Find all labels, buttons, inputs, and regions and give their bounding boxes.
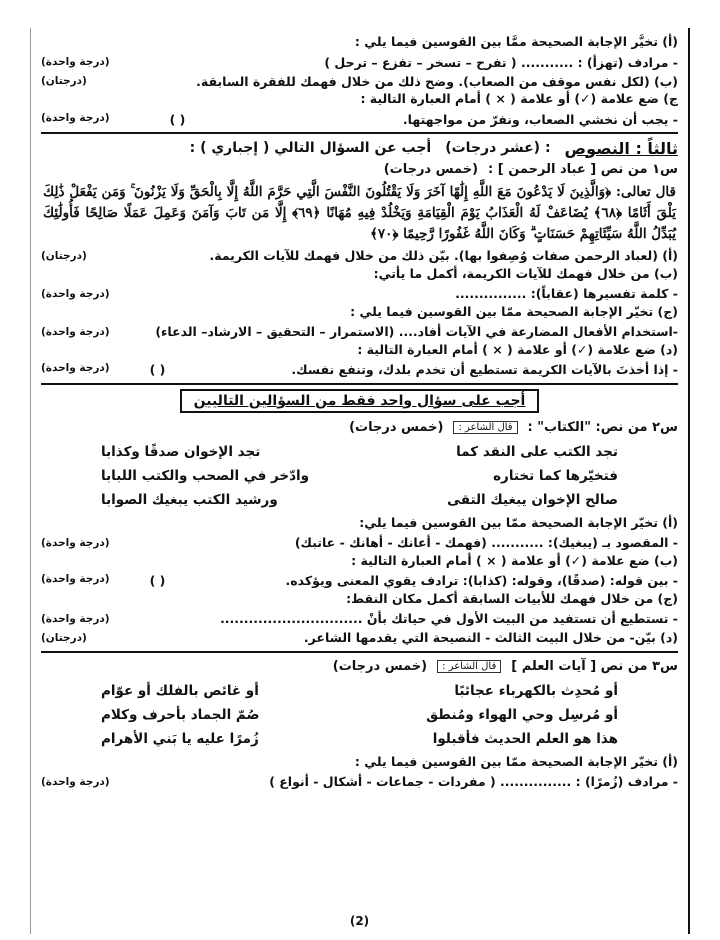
verse-line <box>101 705 618 726</box>
verse-line <box>101 466 618 487</box>
q1-a-row <box>41 247 678 266</box>
q3-verses <box>41 677 678 754</box>
verse-line <box>101 490 618 511</box>
q2-said: قال الشاعر : <box>453 421 517 434</box>
p1-b-grade: (درجتان) <box>41 74 87 87</box>
q1-marks: (خمس درجات) <box>383 162 479 177</box>
q1-b-grade: (درجة واحدة) <box>41 287 110 300</box>
verse-line <box>101 442 618 463</box>
quran-text: قال تعالى: ﴿وَالَّذِينَ لَا يَدْعُونَ مَعَ اللَّهِ إِلَٰهًا آخَرَ وَلَا يَقْتُلُونَ النَّفْسَ الَّتِي حَرَّمَ اللَّهُ إِلَّا بِالْحَقِّ وَلَا يَزْنُونَ ۚ وَمَن يَفْعَلْ ذَٰلِكَ يَلْقَ أَثَامًا ﴿٦٨﴾ يُضَاعَفْ لَهُ الْعَذَابُ يَوْمَ الْقِيَامَةِ وَيَخْلُدْ فِيهِ مُهَانًا ﴿٦٩﴾ إِلَّا مَن تَابَ وَآمَنَ وَعَمِلَ عَمَلًا صَالِحًا فَأُولَٰئِكَ يُبَدِّلُ اللَّهُ سَيِّئَاتِهِمْ حَسَنَاتٍ ۗ وَكَانَ اللَّهُ غَفُورًا رَّحِيمًا ﴿٧٠﴾ <box>43 184 676 242</box>
q1-c-item: -استخدام الأفعال المضارعة في الآيات أفاد.... (الاستمرار – التحقيق – الارشاد– الدعاء) <box>155 324 678 340</box>
q3-a-item: - مرادف (زُمرًا) : ............... ( مفردات - جماعات - أشكال - أنواع ) <box>269 774 678 790</box>
p1-c-grade: (درجة واحدة) <box>41 111 110 124</box>
q1-d-grade: (درجة واحدة) <box>41 362 110 375</box>
p1-b-label: (ب) (لكل نفس موقف من الصعاب). وضح ذلك من خلال فهمك للفقرة السابقة. <box>196 73 678 89</box>
q2-title: س٢ من نص: "الكتاب" : <box>527 419 678 435</box>
section-3-label: ثالثاً : النصوص <box>564 138 678 158</box>
p1-c-row <box>41 110 678 129</box>
q2-c-row <box>41 610 678 629</box>
q2-c-grade: (درجة واحدة) <box>41 612 110 625</box>
section-3-title <box>41 137 678 159</box>
q1-b-text: (ب) من خلال فهمك للآيات الكريمة، أكمل ما يأتي: <box>373 265 678 281</box>
q3-marks: (خمس درجات) <box>332 658 428 674</box>
verse-first-half: صالح الإخوان يبغيك التقى <box>447 492 618 509</box>
q1-title: س١ من نص [ عباد الرحمن ] : <box>488 162 678 177</box>
q1-c-grade: (درجة واحدة) <box>41 325 110 338</box>
q2-b-paren: ( ) <box>149 573 166 589</box>
divider <box>41 383 678 385</box>
q1-d-text: (د) ضع علامة (✓) أو علامة ( × ) أمام العبارة التالية : <box>357 341 678 357</box>
verse-first-half: أو مُرسِل وحي الهواء ومُنطق <box>426 707 618 724</box>
q2-d-grade: (درجتان) <box>41 631 87 644</box>
q2-a-grade: (درجة واحدة) <box>41 536 110 549</box>
q2-b-item: - بين قوله: (صدقًا)، وقوله: (كذابا): ترادف يقوي المعنى ويؤكده. <box>285 573 678 589</box>
verse-line <box>101 729 618 750</box>
q1-d-row <box>41 361 678 380</box>
verse-second-half: صُمّ الجماد بأحرف وكلام <box>101 707 260 724</box>
verse-line <box>101 681 618 702</box>
verse-first-half: تجد الكتب على النقد كما <box>456 444 618 461</box>
instruction-wrap <box>41 389 678 413</box>
q3-a-row <box>41 773 678 792</box>
verse-second-half: وادّخر في الصحب والكتب اللبابا <box>101 468 310 485</box>
q2-verses <box>41 438 678 515</box>
q1-c-text: (ج) تخيّر الإجابة الصحيحة ممّا بين القوسين فيما يلي : <box>350 303 678 319</box>
p1-a-label: (أ) تخيَّر الإجابة الصحيحة ممَّا بين القوسين فيما يلي : <box>354 34 678 49</box>
verse-second-half: تجد الإخوان صدقًا وكذابا <box>101 444 261 461</box>
q2-a-text: (أ) تخيّر الإجابة الصحيحة ممّا بين القوسين فيما يلي: <box>359 514 678 530</box>
q2-d-row <box>41 629 678 648</box>
q2-a-item: - المقصود بـ (يبغيك): ........... (فهمك - أعانك - أهانك - عاتبك) <box>294 535 678 551</box>
divider <box>41 651 678 653</box>
p1-a-row <box>41 53 678 72</box>
q2-b-text: (ب) ضع علامة (✓) أو علامة ( × ) أمام العبارة التالية : <box>351 552 678 568</box>
q3-a-text: (أ) تخيّر الإجابة الصحيحة ممّا بين القوسين فيما يلي : <box>354 753 678 769</box>
q1-a-text: (أ) (لعباد الرحمن صفات وُصِفوا بها). بيّن ذلك من خلال فهمك للآيات الكريمة. <box>209 248 678 264</box>
q2-c-text: (ج) من خلال فهمك للأبيات السابقة أكمل مكان النقط: <box>346 590 678 606</box>
q3-head <box>41 656 678 677</box>
section-3-note: أجب عن السؤال التالي ( إجباري ) : <box>189 140 432 156</box>
q1-b-item: - كلمة تفسيرها (عقاباً): ............... <box>455 286 678 302</box>
q1-d-right <box>41 362 165 378</box>
q1-head <box>41 159 678 180</box>
q2-a-row <box>41 534 678 553</box>
verse-second-half: ورشيد الكتب يبغيك الصوابا <box>101 492 278 509</box>
verse-first-half: فتخيّرها كما تختاره <box>493 468 618 485</box>
q2-b-row <box>41 572 678 591</box>
q2-marks: (خمس درجات) <box>349 419 444 435</box>
q2-c-item: - تستطيع أن تستفيد من البيت الأول في حياتك بأنْ .............................. <box>220 611 678 627</box>
instruction-box: أجب على سؤال واحد فقط من السؤالين التاليين <box>180 389 540 413</box>
p1-c-label: ج) ضع علامة (✓) أو علامة ( × ) أمام العبارة التالية : <box>360 91 678 106</box>
q2-head <box>41 417 678 438</box>
verse-second-half: أو غائص بالفلك أو عوّام <box>101 683 259 700</box>
q1-a-grade: (درجتان) <box>41 249 87 262</box>
verse-first-half: هذا هو العلم الحديث فأقبلوا <box>432 731 618 748</box>
q1-b-row <box>41 285 678 304</box>
p1-a-grade: (درجة واحدة) <box>41 55 110 68</box>
exam-page <box>30 28 690 934</box>
q3-title: س٣ من نص [ آيات العلم ] <box>511 658 678 674</box>
verse-second-half: زُمرًا عليه يا بَني الأهرام <box>101 731 259 748</box>
q1-d-paren: ( ) <box>149 362 166 378</box>
p1-c-right <box>41 112 185 128</box>
q2-b-right <box>41 573 165 589</box>
q2-d-text: (د) بيّن- من خلال البيت الثالث - النصيحة التي يقدمها الشاعر. <box>303 630 678 646</box>
page-number: (2) <box>349 914 370 928</box>
p1-c-paren: ( ) <box>169 111 186 127</box>
section-3-marks: : (عشر درجات) <box>445 140 551 156</box>
q2-b-grade: (درجة واحدة) <box>41 573 110 586</box>
q3-a-grade: (درجة واحدة) <box>41 775 110 788</box>
q1-c-row <box>41 323 678 342</box>
q3-said: قال الشاعر : <box>437 660 501 673</box>
p1-a-item: - مرادف (تهزأ) : ........... ( تفرح – تسخر – تفزع – ترحل ) <box>324 54 678 70</box>
p1-c-item: - يجب أن نخشي الصعاب، ونفرّ من مواجهتها. <box>402 111 678 127</box>
p1-b-row <box>41 72 678 91</box>
q1-d-item: - إذا أخذتَ بالآيات الكريمة تستطيع أن تخدم بلدك، وتنفع نفسك. <box>291 362 678 378</box>
divider <box>41 132 678 134</box>
verse-first-half: أو مُحدِث بالكهرباء عجائبًا <box>454 683 618 700</box>
